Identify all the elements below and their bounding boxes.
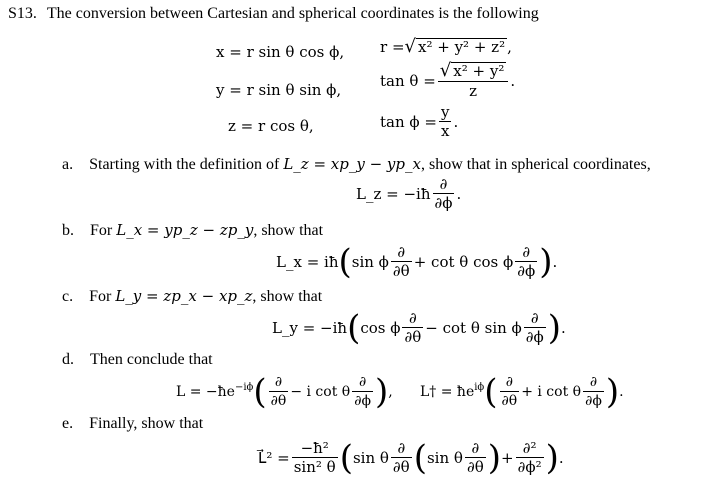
part-a-text: [62, 155, 651, 174]
part-c-text: [62, 287, 322, 306]
part-d-eq2-t2: + i cot θ: [521, 383, 582, 400]
part-c-eq-tail: .: [561, 318, 566, 337]
part-c-pre: For: [89, 288, 116, 305]
part-d-eq1-num2: ∂: [358, 374, 367, 390]
right-paren: ): [539, 241, 553, 282]
part-e-eq-plus: +: [501, 448, 514, 467]
eq-tan-theta-tail: .: [510, 71, 516, 90]
radical-icon: √: [404, 36, 416, 57]
fraction-bar: [500, 391, 520, 392]
left-paren: (: [484, 371, 498, 412]
eq-tan-theta-num: [438, 62, 509, 80]
part-d-eq1-den1: ∂θ: [270, 393, 287, 409]
part-e-eq-num2: ∂: [471, 439, 480, 457]
part-d-eq2-num2: ∂: [589, 374, 598, 390]
part-b-eq-lhs: L_x = iħ: [276, 252, 339, 271]
right-paren: ): [375, 371, 389, 412]
eq-tan-theta-den: z: [469, 82, 478, 100]
fraction-bar: [269, 391, 289, 392]
part-e-eq-lhs: L⃗² =: [258, 448, 290, 467]
part-d-eq2-frac1: [500, 374, 520, 409]
part-d-eq2-den2: ∂ϕ: [585, 393, 602, 409]
eq-tan-theta: [380, 62, 515, 99]
part-b-eq-num1: ∂: [397, 243, 406, 261]
eq-r-tail: ,: [507, 38, 512, 56]
eq-tan-theta-lhs: tan θ =: [380, 71, 436, 90]
part-e-eq-frac1: [391, 440, 412, 475]
part-c-marker: c.: [62, 288, 74, 305]
part-a-def: L_z = xp_y − yp_x: [283, 155, 421, 173]
part-e-marker: e.: [62, 415, 74, 432]
part-e-eq-frac0: [292, 440, 338, 475]
eq-tan-phi: [380, 104, 458, 139]
part-a-equation: [356, 176, 461, 211]
inner-right-paren: ): [487, 437, 502, 478]
part-e-body: Finally, show that: [89, 415, 204, 432]
part-c-eq-lhs: L_y = −iħ: [272, 318, 348, 337]
left-paren: (: [339, 437, 353, 478]
part-d-eq2-frac2: [583, 374, 604, 409]
problem-header: [8, 5, 539, 23]
part-b-eq-num2: ∂: [522, 243, 531, 261]
eq-y: y = r sin θ sin ϕ,: [216, 81, 342, 99]
part-e-eq-den1: ∂θ: [392, 458, 410, 476]
eq-z: z = r cos θ,: [228, 117, 314, 135]
right-paren: ): [545, 437, 559, 478]
inner-left-paren: (: [413, 437, 427, 478]
part-d-eq2-num1: ∂: [505, 374, 513, 390]
part-a-eq-lhs: L_z = −iħ: [356, 184, 431, 203]
eq-r: [380, 38, 512, 56]
part-e-eq-frac3: [516, 440, 544, 475]
part-b-pre: For: [90, 222, 117, 239]
part-d-equation-1: [176, 371, 393, 412]
eq-tan-theta-frac: [438, 62, 509, 99]
eq-x: x = r sin θ cos ϕ,: [216, 43, 345, 61]
part-a-eq-den: ∂ϕ: [434, 194, 453, 212]
eq-tan-phi-tail: .: [453, 112, 459, 131]
part-e-eq-num3: ∂²: [522, 439, 537, 457]
part-d-eq1-t2: − i cot θ: [290, 383, 351, 400]
right-paren: ): [547, 307, 562, 348]
eq-tan-theta-radicand: x² + y²: [453, 62, 505, 80]
part-d-eq1-frac2: [352, 374, 373, 409]
part-d-eq1-frac1: [269, 374, 289, 409]
part-e-eq-t1: sin θ: [352, 448, 389, 467]
part-e-eq-num1: ∂: [397, 439, 406, 457]
part-e-eq-den3: ∂ϕ²: [517, 458, 542, 476]
part-e-text: [62, 415, 203, 433]
part-d-equation-2: [420, 371, 624, 412]
part-b-eq-frac1: [391, 244, 412, 279]
part-c-eq-num2: ∂: [530, 309, 539, 327]
part-b-eq-t1: sin ϕ: [351, 252, 389, 271]
part-b-text: [62, 221, 323, 240]
part-c-post: , show that: [252, 288, 323, 305]
right-paren: ): [605, 371, 620, 412]
part-d-marker: d.: [62, 351, 74, 368]
part-b-def: L_x = yp_z − zp_y: [116, 221, 254, 239]
eq-tan-phi-num: y: [440, 103, 450, 121]
part-c-eq-frac1: [402, 310, 423, 345]
part-d-eq2-tail: .: [619, 383, 624, 400]
part-b-equation: [276, 241, 558, 282]
part-d-eq1-den2: ∂ϕ: [354, 393, 371, 409]
part-b-eq-tail: .: [552, 252, 558, 271]
part-b-eq-frac2: [515, 244, 537, 279]
part-a-eq-frac: [433, 176, 455, 211]
eq-r-lhs: r =: [380, 38, 405, 56]
part-b-eq-den2: ∂ϕ: [517, 262, 536, 280]
eq-r-radicand: x² + y² + z²: [418, 38, 506, 56]
eq-tan-phi-den: x: [440, 122, 450, 140]
part-a-marker: a.: [62, 156, 74, 173]
problem-intro: The conversion between Cartesian and spherical coordinates is the following: [46, 5, 539, 22]
part-b-marker: b.: [62, 222, 74, 239]
fraction-bar: [583, 391, 604, 392]
part-d-eq2-lhs: L† = ħe: [420, 383, 475, 400]
part-c-eq-frac2: [524, 310, 546, 345]
part-e-eq-den0: sin² θ: [293, 458, 336, 476]
part-d-eq1-tail: ,: [388, 383, 393, 400]
part-a-eq-num: ∂: [439, 175, 448, 193]
part-b-eq-den1: ∂θ: [392, 262, 410, 280]
eq-tan-phi-frac: [439, 104, 451, 139]
part-c-eq-t1: cos ϕ: [360, 318, 401, 337]
part-e-eq-t2: sin θ: [426, 448, 463, 467]
part-e-equation: [258, 437, 564, 478]
part-d-body: Then conclude that: [90, 351, 213, 368]
radical-icon: √: [439, 60, 452, 81]
left-paren: (: [338, 241, 352, 282]
part-e-eq-tail: .: [558, 448, 564, 467]
part-c-eq-den2: ∂ϕ: [525, 328, 544, 346]
problem-number: S13.: [8, 5, 37, 22]
part-e-eq-den2: ∂θ: [466, 458, 484, 476]
part-d-eq1-exp: −iϕ: [234, 382, 254, 393]
part-e-eq-frac2: [465, 440, 486, 475]
part-d-eq1-num1: ∂: [274, 374, 283, 390]
part-c-eq-den1: ∂θ: [404, 328, 422, 346]
part-c-def: L_y = zp_x − xp_z: [115, 287, 253, 305]
part-d-eq2-exp: iϕ: [474, 382, 485, 393]
left-paren: (: [347, 307, 361, 348]
part-e-eq-num0: −ħ²: [300, 439, 329, 457]
part-c-eq-num1: ∂: [408, 309, 417, 327]
sqrt-sign: [405, 38, 508, 56]
part-d-eq1-lhs: L = −ħe: [176, 383, 235, 400]
part-c-eq-t2: − cot θ sin ϕ: [425, 318, 522, 337]
part-b-eq-t2: + cot θ cos ϕ: [413, 252, 514, 271]
part-a-post: , show that in spherical coordinates,: [420, 156, 651, 173]
eq-tan-phi-lhs: tan ϕ =: [380, 112, 437, 131]
part-a-pre: Starting with the definition of: [89, 156, 284, 173]
part-b-post: , show that: [253, 222, 324, 239]
part-d-text: [62, 351, 213, 369]
fraction-bar: [352, 391, 373, 392]
part-d-eq2-den1: ∂θ: [501, 393, 518, 409]
left-paren: (: [253, 371, 267, 412]
part-a-eq-tail: .: [456, 184, 462, 203]
part-c-equation: [272, 307, 566, 348]
